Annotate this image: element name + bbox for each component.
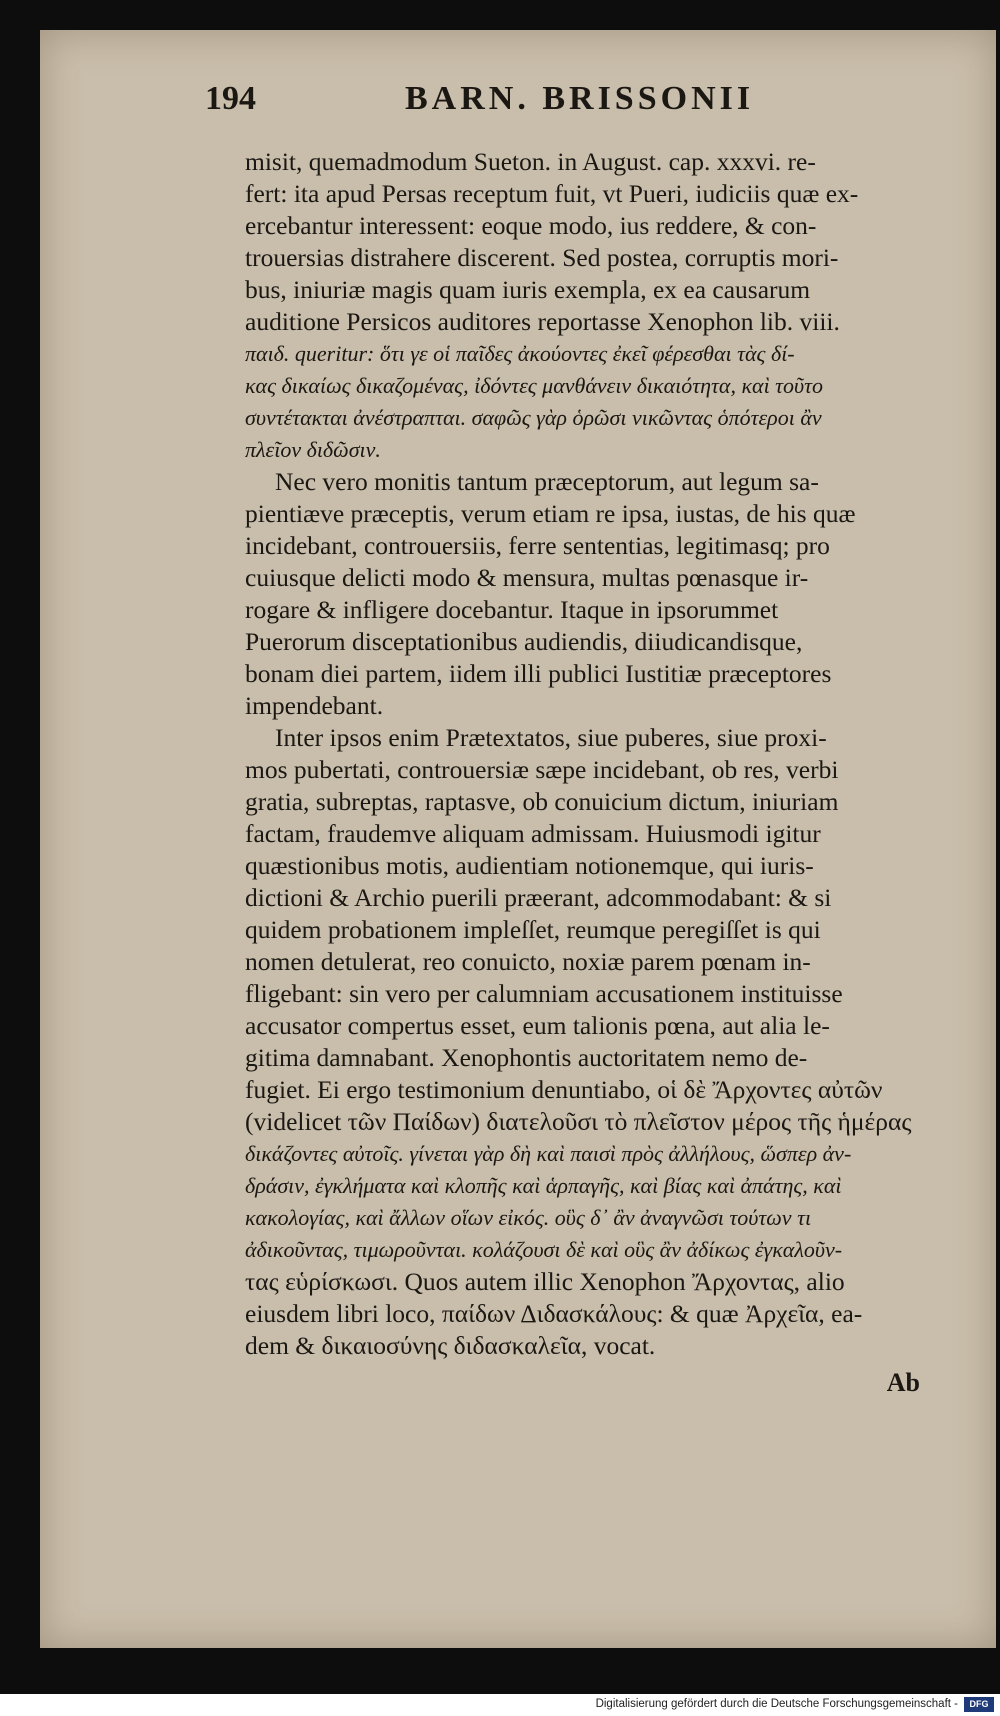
running-head: BARN. BRISSONII: [405, 80, 755, 117]
text-line: dem & δικαιοσύνης διδασκαλεῖα, vocat.: [245, 1331, 656, 1360]
text-line: (videlicet τῶν Παίδων) διατελοῦσι τὸ πλεῖστον μέρος τῆς ἡμέρας: [245, 1107, 912, 1136]
footer-bar: [0, 1694, 1000, 1716]
text-line: fert: ita apud Persas receptum fuit, vt Pueri, iudiciis quæ ex-: [245, 179, 859, 208]
body-text: [245, 146, 933, 1362]
text-line: dictioni & Archio puerili præerant, adcommodabant: & si: [245, 883, 832, 912]
text-line: συντέτακται ἀνέστραπται. σαφῶς γὰρ ὁρῶσι νικῶντας ὁπότεροι ἂν: [245, 405, 822, 430]
text-line: eiusdem libri loco, παίδων Διδασκάλους: & quæ Ἀρχεῖα, ea-: [245, 1299, 863, 1328]
text-line: παιδ. queritur: ὅτι γε οἱ παῖδες ἀκούοντες ἐκεῖ φέρεσθαι τὰς δί-: [245, 341, 795, 366]
text-line: τας εὑρίσκωσι. Quos autem illic Xenophon Ἄρχοντας, alio: [245, 1267, 845, 1296]
text-line: Nec vero monitis tantum præceptorum, aut legum sa-: [275, 467, 819, 496]
text-line: accusator compertus esset, eum talionis pœna, aut alia le-: [245, 1011, 830, 1040]
text-line: mos pubertati, controuersiæ sæpe incidebant, ob res, verbi: [245, 755, 839, 784]
text-line: bus, iniuriæ magis quam iuris exempla, ex ea causarum: [245, 275, 811, 304]
text-line: impendebant.: [245, 691, 384, 720]
text-line: auditione Persicos auditores reportasse Xenophon lib. viii.: [245, 307, 840, 336]
text-line: misit, quemadmodum Sueton. in August. cap. xxxvi. re-: [245, 147, 816, 176]
dfg-logo-icon: DFG: [964, 1697, 994, 1712]
text-line: Inter ipsos enim Prætextatos, siue puberes, siue proxi-: [275, 723, 827, 752]
text-line: bonam diei partem, iidem illi publici Iustitiæ præceptores: [245, 659, 832, 688]
text-line: fugiet. Ei ergo testimonium denuntiabo, οἱ δὲ Ἄρχοντες αὐτῶν: [245, 1075, 883, 1104]
text-line: factam, fraudemve aliquam admissam. Huiusmodi igitur: [245, 819, 821, 848]
text-line: gratia, subreptas, raptasve, ob conuicium dictum, iniuriam: [245, 787, 839, 816]
text-line: Puerorum disceptationibus audiendis, diiudicandisque,: [245, 627, 803, 656]
text-line: ἀδικοῦντας, τιμωροῦνται. κολάζουσι δὲ καὶ οὓς ἂν ἀδίκως ἐγκαλοῦν-: [245, 1237, 843, 1262]
catchword: Ab: [886, 1368, 920, 1397]
text-line: incidebant, controuersiis, ferre sententias, legitimasq; pro: [245, 531, 830, 560]
text-line: nomen detulerat, reo conuicto, noxiæ parem pœnam in-: [245, 947, 811, 976]
text-line: trouersias distrahere discerent. Sed postea, corruptis mori-: [245, 243, 839, 272]
text-line: fligebant: sin vero per calumniam accusationem instituisse: [245, 979, 843, 1008]
text-line: pientiæve præceptis, verum etiam re ipsa, iustas, de his quæ: [245, 499, 856, 528]
page-number: 194: [205, 80, 256, 117]
footer-credit: Digitalisierung gefördert durch die Deutsche Forschungsgemeinschaft -: [595, 1698, 958, 1710]
text-line: πλεῖον διδῶσιν.: [245, 437, 381, 462]
text-line: ercebantur interessent: eoque modo, ius reddere, & con-: [245, 211, 817, 240]
text-line: rogare & infligere docebantur. Itaque in ipsorummet: [245, 595, 779, 624]
page-header: [205, 80, 965, 130]
text-line: δράσιν, ἐγκλήματα καὶ κλοπῆς καὶ ἁρπαγῆς, καὶ βίας καὶ ἀπάτης, καὶ: [245, 1173, 842, 1198]
text-line: κας δικαίως δικαζομένας, ἰδόντες μανθάνειν δικαιότητα, καὶ τοῦτο: [245, 373, 824, 398]
text-line: cuiusque delicti modo & mensura, multas pœnasque ir-: [245, 563, 809, 592]
text-line: quidem probationem impleſſet, reumque peregiſſet is qui: [245, 915, 821, 944]
text-line: gitima damnabant. Xenophontis auctoritatem nemo de-: [245, 1043, 808, 1072]
text-line: quæstionibus motis, audientiam notionemque, qui iuris-: [245, 851, 814, 880]
text-line: δικάζοντες αὐτοῖς. γίνεται γὰρ δὴ καὶ παισὶ πρὸς ἀλλήλους, ὥσπερ ἀν-: [245, 1141, 852, 1166]
text-line: κακολογίας, καὶ ἄλλων οἵων εἰκός. οὓς δ᾽ ἂν ἀναγνῶσι τούτων τι: [245, 1205, 812, 1230]
